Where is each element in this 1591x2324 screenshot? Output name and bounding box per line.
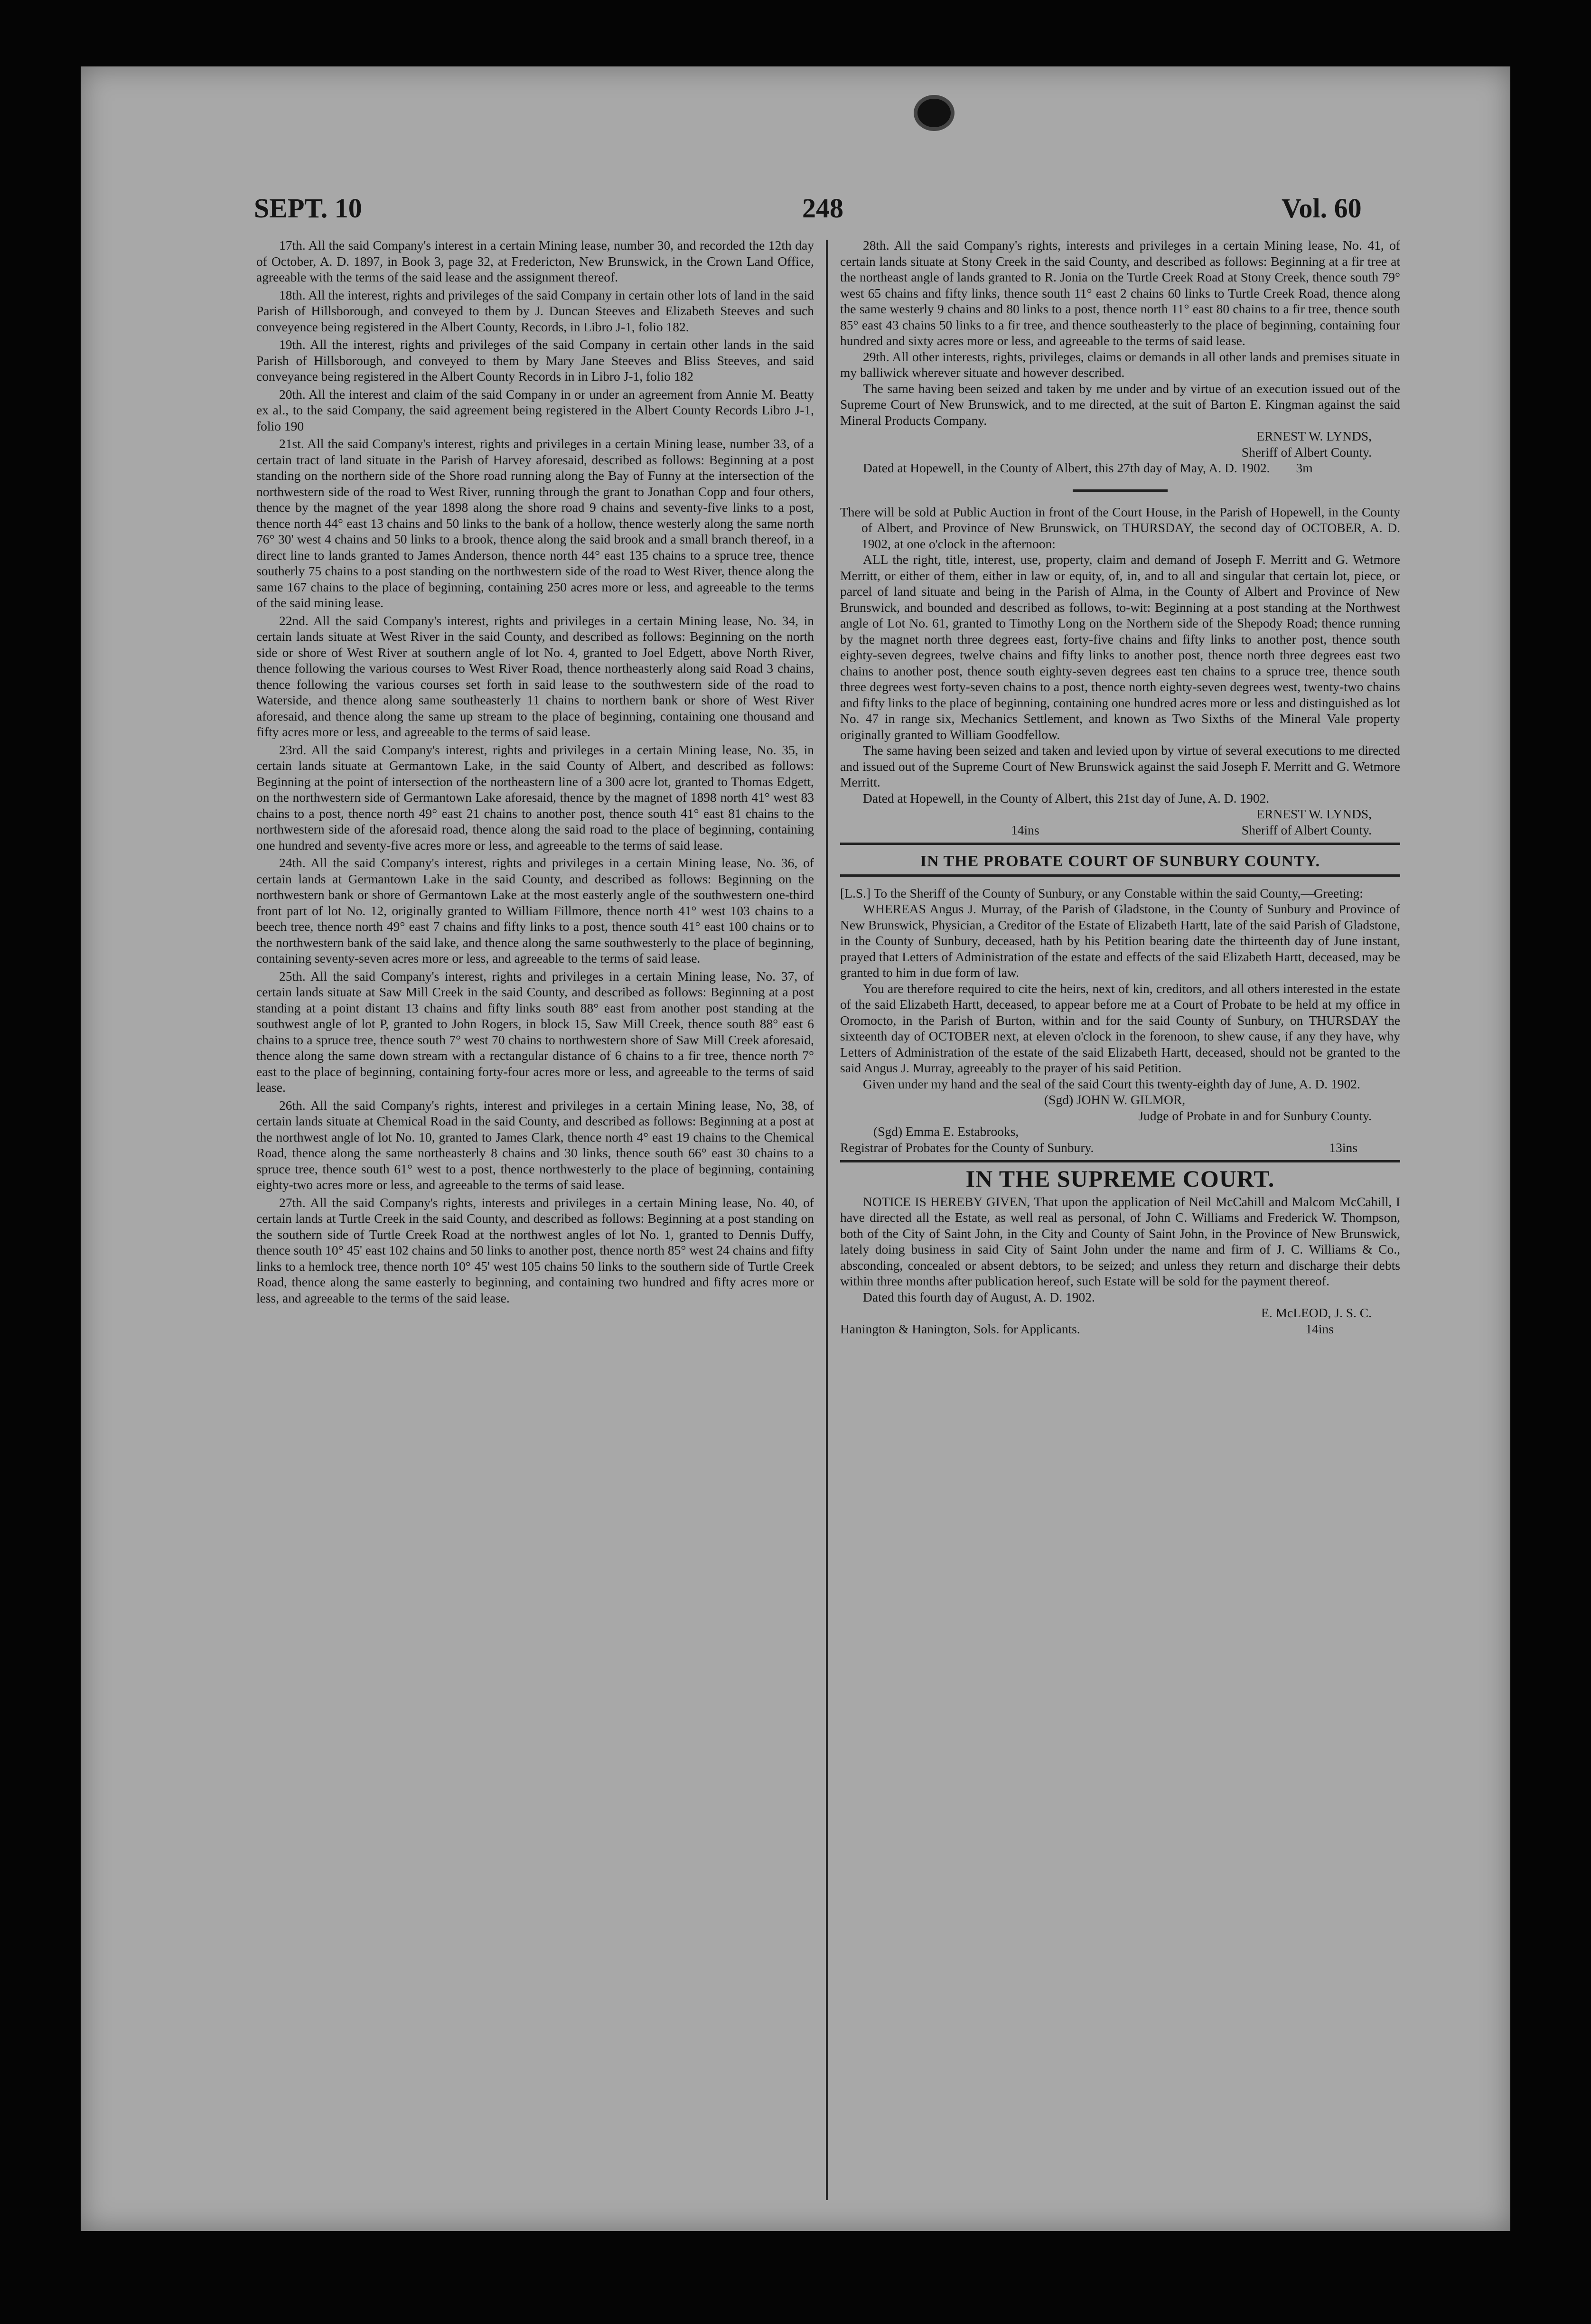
probate-court-heading: IN THE PROBATE COURT OF SUNBURY COUNTY. bbox=[920, 853, 1320, 870]
sheriff-signature-title: Sheriff of Albert County. bbox=[1241, 822, 1372, 837]
column-divider bbox=[826, 240, 828, 2200]
probate-given: Given under my hand and the seal of the said Court this twenty-eighth day of June, A. D. 1902. bbox=[863, 1076, 1360, 1091]
registrar-signature-name: (Sgd) Emma E. Estabrooks, bbox=[873, 1124, 1019, 1139]
section-divider bbox=[840, 874, 1400, 877]
paragraph-29th: 29th. All other interests, rights, privileges, claims or demands in all other lands and premises situate in my balliwick wherever situate and however described. bbox=[840, 349, 1400, 380]
solicitors-line bbox=[840, 1321, 1400, 1337]
insertion-count: 14ins bbox=[1305, 1321, 1334, 1336]
probate-citation: You are therefore required to cite the heirs, next of kin, creditors, and all others interested in the estate of the said Elizabeth Hartt, deceased, to appear before me at a Court of Probate to be held at my office in Oromocto, in the Parish of Burton, within and for the said County of Sunbury, on THURSDAY the sixteenth day of OCTOBER next, at eleven o'clock in the forenoon, to shew cause, if any they have, why Letters of Administration of the estate of the said Elizabeth Hartt, deceased, should not be granted to the said Angus J. Murray, agreeably to the prayer of his said Petition. bbox=[840, 981, 1400, 1075]
paragraph-18th: 18th. All the interest, rights and privileges of the said Company in certain other lots of land in the said Parish of Hillsborough, and conveyed to them by J. Duncan Steeves and Elizabeth Steeves and such conveyence being registered in the Albert County, Records, in Libro J-1, folio 182. bbox=[256, 287, 814, 334]
insertion-count: 3m bbox=[1296, 460, 1313, 475]
registrar-signature-title: Registrar of Probates for the County of Sunbury. bbox=[840, 1140, 1094, 1155]
probate-whereas: WHEREAS Angus J. Murray, of the Parish of Gladstone, in the County of Sunbury and Province of New Brunswick, Physician, a Creditor of the Estate of Elizabeth Hartt, late of the said Parish of Gladstone, in the County of Sunbury, deceased, hath by his Petition bearing date the thirteenth day of June instant, prayed that Letters of Administration of the estate and effects of the said Elizabeth Hartt, deceased, may be granted to him in due form of law. bbox=[840, 901, 1400, 980]
paragraph-24th: 24th. All the said Company's interest, rights and privileges in a certain Mining lease, No. 36, of certain lands at Germantown Lake in the said County, and described as follows: Beginning on the northwestern bank or shore of Germantown Lake at the most easterly angle of the southwestern one-third front part of lot No. 12, originally granted to William Fillmore, thence north 41° west 103 chains to a beech tree, thence north 49° east 7 chains and fifty links to a post, thence south 41° east 100 chains or to the northwestern bank of the said lake, and thence along the same southwesterly to the place of beginning, containing seventy-seven acres more or less, and agreeable to the terms of said lease. bbox=[256, 855, 814, 965]
seizure-statement: The same having been seized and taken by me under and by virtue of an execution issued out of the Supreme Court of New Brunswick, and to me directed, at the suit of Barton E. Kingman against the said Mineral Products Company. bbox=[840, 381, 1400, 428]
judge-signature-name: (Sgd) JOHN W. GILMOR, bbox=[1044, 1092, 1186, 1107]
paragraph-19th: 19th. All the interest, rights and privileges of the said Company in certain other lands in the said Parish of Hillsborough, and conveyed to them by Mary Jane Steeves and Bliss Steeves, and said conveyance being registered in the Albert County Records in in Libro J-1, folio 182 bbox=[256, 337, 814, 384]
paragraph-21st: 21st. All the said Company's interest, rights and privileges in a certain Mining lease, number 33, of a certain tract of land situate in the Parish of Harvey aforesaid, described as follows: Beginning at a post standing on the northern side of the Shore road running along the Bay of Funny at the intersection of the northwestern side of the road to West River, running through the grant to Jonathan Copp and four others, thence by the magnet of the year 1898 along the shore road 9 chains and seventy-five links to a post, thence north 44° east 13 chains and 50 links to the bank of a hollow, thence westerly along the same north 76° 30' west 4 chains and 50 links to a brook, thence along the said brook and a small branch thereof, in a direct line to lands granted to James Anderson, thence north 44° east 135 chains to a spruce tree, thence southerly 75 chains to a post standing on the northwestern side of the road to West River, thence along the same 167 chains to the place of beginning, containing 250 acres more or less, and agreeable to the terms of the said mining lease. bbox=[256, 436, 814, 610]
section-divider bbox=[1073, 489, 1168, 492]
punch-hole bbox=[914, 95, 955, 131]
paragraph-27th: 27th. All the said Company's rights, interests and privileges in a certain Mining lease, No. 40, of certain lands at Turtle Creek in the said County, and described as follows: Beginning at a post standing on the southern side of Turtle Creek Road at the northwest angles of lot No. 1, granted to Dennis Duffy, thence south 10° 45' east 102 chains and 50 links to another post, thence north 85° west 24 chains and fifty links to a hemlock tree, thence north 10° 45' west 105 chains 50 links to the southern side of Turtle Creek Road, thence along the same easterly to beginning, and containing two hundred and fifty acres more or less, and agreeable to the terms of the said lease. bbox=[256, 1195, 814, 1305]
registrar-signature-line bbox=[840, 1140, 1400, 1156]
supreme-court-heading: IN THE SUPREME COURT. bbox=[965, 1165, 1275, 1192]
paragraph-25th: 25th. All the said Company's interest, rights and privileges in a certain Mining lease, No. 37, of certain lands situate at Saw Mill Creek in the said County, and described as follows: Beginning at a post standing at a point distant 13 chains and fifty links south 88° east from another post standing at the southwest angle of lot P, granted to John Rogers, in block 15, Saw Mill Creek, thence south 88° east 6 chains to a spruce tree, thence south 7° west 70 chains to northwestern shore of Saw Mill Creek aforesaid, thence along the same down stream with a rectangular distance of 6 chains to a fir tree, thence north 7° east to the place of beginning, containing forty-four acres more or less, and agreeable to the terms of said lease. bbox=[256, 968, 814, 1095]
paragraph-23rd: 23rd. All the said Company's interest, rights and privileges in a certain Mining lease, No. 35, in certain lands situate at Germantown Lake, in the said County of Albert, and described as follows: Beginning at the point of intersection of the northeastern line of a 300 acre lot, granted to Thomas Edgett, on the northwestern side of Germantown Lake aforesaid, thence by the magnet of 1898 north 41° west 83 chains to a post, thence north 49° east 21 chains to another post, thence south 41° east 81 chains to the northwestern side of the aforesaid road, thence along the said road to the place of beginning, containing one hundred and seventy-five acres more or less, and agreeable to the terms of said lease. bbox=[256, 742, 814, 853]
notice-dated-text: Dated at Hopewell, in the County of Albert, this 27th day of May, A. D. 1902. bbox=[863, 460, 1270, 475]
paragraph-17th: 17th. All the said Company's interest in a certain Mining lease, number 30, and recorded the 12th day of October, A. D. 1897, in Book 3, page 32, at Fredericton, New Brunswick, in the Crown Land Office, agreeable with the terms of the said lease and the assignment thereof. bbox=[256, 238, 814, 284]
left-column bbox=[256, 237, 814, 1308]
paragraph-22nd: 22nd. All the said Company's interest, rights and privileges in a certain Mining lease, No. 34, in certain lands situate at West River in the said County, and described as follows: Beginning on the north side or shore of West River at southern angle of lot No. 4, granted to Joel Edgett, above North River, thence following the various courses to West River Road, thence northeasterly along said Road 3 chains, thence following the various courses set forth in said lease to the southwestern side of the road to Waterside, and thence along same southeasterly 11 chains to northern bank or shore of West River aforesaid, and thence along the same up stream to the place of beginning, containing one thousand and fifty acres more or less, and agreeable to the terms of said lease. bbox=[256, 613, 814, 739]
auction-intro: There will be sold at Public Auction in front of the Court House, in the Parish of Hopewell, in the County of Albert, and Province of New Brunswick, on THURSDAY, the second day of OCTOBER, A. D. 1902, at one o'clock in the afternoon: bbox=[840, 504, 1400, 551]
notice-dated bbox=[840, 460, 1400, 476]
sheriff-signature-title: Sheriff of Albert County. bbox=[1241, 444, 1372, 459]
auction-dated: Dated at Hopewell, in the County of Albert, this 21st day of June, A. D. 1902. bbox=[863, 790, 1270, 806]
auction-seizure: The same having been seized and taken and levied upon by virtue of several executions to me directed and issued out of the Supreme Court of New Brunswick against the said Joseph F. Merritt and G. Wetmore Merritt. bbox=[840, 743, 1400, 789]
supreme-judge-signature: E. McLEOD, J. S. C. bbox=[1261, 1305, 1372, 1320]
probate-salutation: [L.S.] To the Sheriff of the County of Sunbury, or any Constable within the said County,—Greeting: bbox=[840, 885, 1363, 900]
paragraph-28th: 28th. All the said Company's rights, interests and privileges in a certain Mining lease, No. 41, of certain lands situate at Stony Creek in the said County, and described as follows: Beginning at a fir tree at the northeast angle of lands granted to R. Jonia on the Turtle Creek Road at Stony Creek, thence south 79° west 65 chains and fifty links, thence south 11° east 2 chains 60 links to Turtle Creek Road, thence along the same westerly 9 chains and 80 links to a post, thence north 11° east 80 chains to a fir tree, thence south 85° east 43 chains 50 links to a fir tree, and thence southeasterly to the place of beginning, containing four hundred and sixty acres more or less, and agreeable to the terms of said lease. bbox=[840, 238, 1400, 348]
sheriff-signature-name: ERNEST W. LYNDS, bbox=[1256, 806, 1372, 821]
volume-number: Vol. 60 bbox=[1282, 193, 1362, 224]
section-divider bbox=[840, 843, 1400, 845]
page-number: 248 bbox=[802, 193, 843, 224]
auction-description: ALL the right, title, interest, use, property, claim and demand of Joseph F. Merritt and G. Wetmore Merritt, or either of them, either in law or equity, of, in, and to all and singular that certain lot, piece, or parcel of land situate and being in the Parish of Alma, in the County of Albert and Province of New Brunswick, and bounded and described as follows, to-wit: Beginning at a post standing at the Northwest angle of Lot No. 61, granted to Timothy Long on the Northern side of the Shepody Road; thence running by the magnet north three degrees east, forty-five chains and fifty links to another post, thence south eighty-seven degrees, twelve chains and fifty links to another post, thence north three degrees east two chains to another post, thence south eighty-seven degrees east ten chains to a spruce tree, thence south three degrees west forty-seven chains to a post, thence north eighty-seven degrees west, twenty-two chains and fifty links to the place of beginning, containing one hundred acres more or less and distinguished as lot No. 47 in range six, Mechanics Settlement, and known as Two Sixths of the Mineral Vale property originally granted to William Goodfellow. bbox=[840, 552, 1400, 742]
paragraph-26th: 26th. All the said Company's rights, interest and privileges in a certain Mining lease, No, 38, of certain lands situate at Chemical Road in the said County, and described as follows: Beginning at a post at the northwest angle of lot No. 10, granted to James Clark, thence north 4° east 19 chains to the Chemical Road, thence along the same northeasterly 8 chains and 30 links, thence south 66° east 30 chains to a spruce tree, thence south 61° west to a post, thence northwesterly to the place of beginning, containing eighty-two acres more or less, and agreeable to the terms of said lease. bbox=[256, 1097, 814, 1192]
right-column bbox=[840, 237, 1400, 1337]
insertion-count: 13ins bbox=[1329, 1140, 1357, 1155]
section-divider bbox=[840, 1160, 1400, 1162]
auction-signature-line bbox=[840, 822, 1400, 838]
judge-signature-title: Judge of Probate in and for Sunbury County. bbox=[1138, 1108, 1372, 1123]
supreme-notice: NOTICE IS HEREBY GIVEN, That upon the application of Neil McCahill and Malcom McCahill, I have directed all the Estate, as well real as personal, of John C. Williams and Frederick W. Thompson, both of the City of Saint John, in the City and County of Saint John, in the Province of New Brunswick, lately doing business in said City of Saint John under the name and firm of J. C. Williams & Co., absconding, concealed or absent debtors, to be seized; and unless they return and discharge their debts within three months after publication hereof, such Estate will be sold for the payment thereof. bbox=[840, 1194, 1400, 1288]
insertion-count: 14ins bbox=[1011, 822, 1039, 837]
supreme-dated: Dated this fourth day of August, A. D. 1902. bbox=[863, 1289, 1095, 1304]
issue-date: SEPT. 10 bbox=[254, 193, 362, 224]
sheriff-signature-name: ERNEST W. LYNDS, bbox=[1256, 429, 1372, 443]
paragraph-20th: 20th. All the interest and claim of the said Company in or under an agreement from Annie M. Beatty ex al., to the said Company, the said agreement being registered in the Albert County Records Libro J-1, folio 190 bbox=[256, 386, 814, 433]
solicitors-name: Hanington & Hanington, Sols. for Applicants. bbox=[840, 1321, 1080, 1336]
